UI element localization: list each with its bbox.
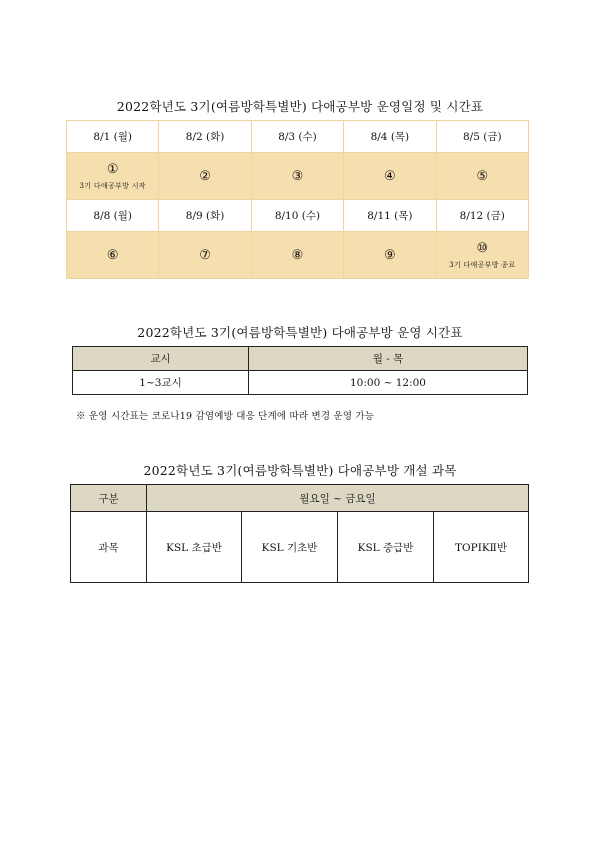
subject-cell: TOPIKⅡ반: [434, 512, 529, 583]
date-cell: 8/1 (월): [67, 121, 159, 153]
session-cell: [436, 232, 528, 279]
week2-session-row: [67, 232, 529, 279]
date-cell: 8/4 (목): [344, 121, 436, 153]
date-cell: 8/8 (월): [67, 200, 159, 232]
session-number: ②: [199, 168, 211, 184]
session-number: ①: [106, 161, 119, 177]
week1-session-row: [67, 153, 529, 200]
timetable-header-row: [73, 347, 528, 371]
timetable: [72, 346, 528, 395]
session-number: ⑥: [106, 247, 119, 263]
session-number: ③: [291, 168, 304, 184]
session-cell: [67, 153, 159, 200]
subjects-row: [71, 512, 529, 583]
schedule-calendar: [66, 120, 529, 279]
period-cell: 1~3교시: [73, 371, 249, 395]
time-cell: 10:00 ~ 12:00: [249, 371, 528, 395]
session-number: ⑩: [476, 240, 489, 256]
timetable-footnote: ※ 운영 시간표는 코로나19 감염예방 대응 단계에 따라 변경 운영 가능: [76, 411, 375, 422]
header-category: 구분: [71, 485, 147, 512]
timetable-title: 2022학년도 3기(여름방학특별반) 다애공부방 운영 시간표: [137, 325, 463, 340]
date-cell: 8/3 (수): [251, 121, 343, 153]
date-cell: 8/11 (목): [344, 200, 436, 232]
subjects-table: [70, 484, 529, 583]
session-number: ⑤: [476, 168, 489, 184]
end-note: 3기 다애공부방 종료: [449, 260, 516, 269]
header-days: 월 - 목: [249, 347, 528, 371]
timetable-row: [73, 371, 528, 395]
session-cell: [344, 153, 436, 200]
session-cell: [251, 232, 343, 279]
header-weekdays: 월요일 ~ 금요일: [147, 485, 529, 512]
session-cell: [436, 153, 528, 200]
session-number: ⑧: [291, 247, 304, 263]
session-number: ⑦: [199, 247, 211, 263]
session-cell: [67, 232, 159, 279]
start-note: 3기 다애공부방 시작: [79, 181, 146, 190]
session-cell: [159, 232, 251, 279]
row-label: 과목: [71, 512, 147, 583]
session-number: ④: [384, 168, 396, 184]
schedule-title: 2022학년도 3기(여름방학특별반) 다애공부방 운영일정 및 시간표: [116, 99, 484, 114]
session-number: ⑨: [384, 247, 396, 263]
session-cell: [159, 153, 251, 200]
subjects-title: 2022학년도 3기(여름방학특별반) 다애공부방 개설 과목: [143, 463, 457, 478]
date-cell: 8/2 (화): [159, 121, 251, 153]
session-cell: [251, 153, 343, 200]
subject-cell: KSL 기초반: [242, 512, 338, 583]
date-cell: 8/10 (수): [251, 200, 343, 232]
date-cell: 8/12 (금): [436, 200, 528, 232]
week2-date-row: [67, 200, 529, 232]
date-cell: 8/9 (화): [159, 200, 251, 232]
session-cell: [344, 232, 436, 279]
subjects-header-row: [71, 485, 529, 512]
subject-cell: KSL 초급반: [147, 512, 242, 583]
subject-cell: KSL 중급반: [338, 512, 434, 583]
week1-date-row: [67, 121, 529, 153]
header-period: 교시: [73, 347, 249, 371]
date-cell: 8/5 (금): [436, 121, 528, 153]
